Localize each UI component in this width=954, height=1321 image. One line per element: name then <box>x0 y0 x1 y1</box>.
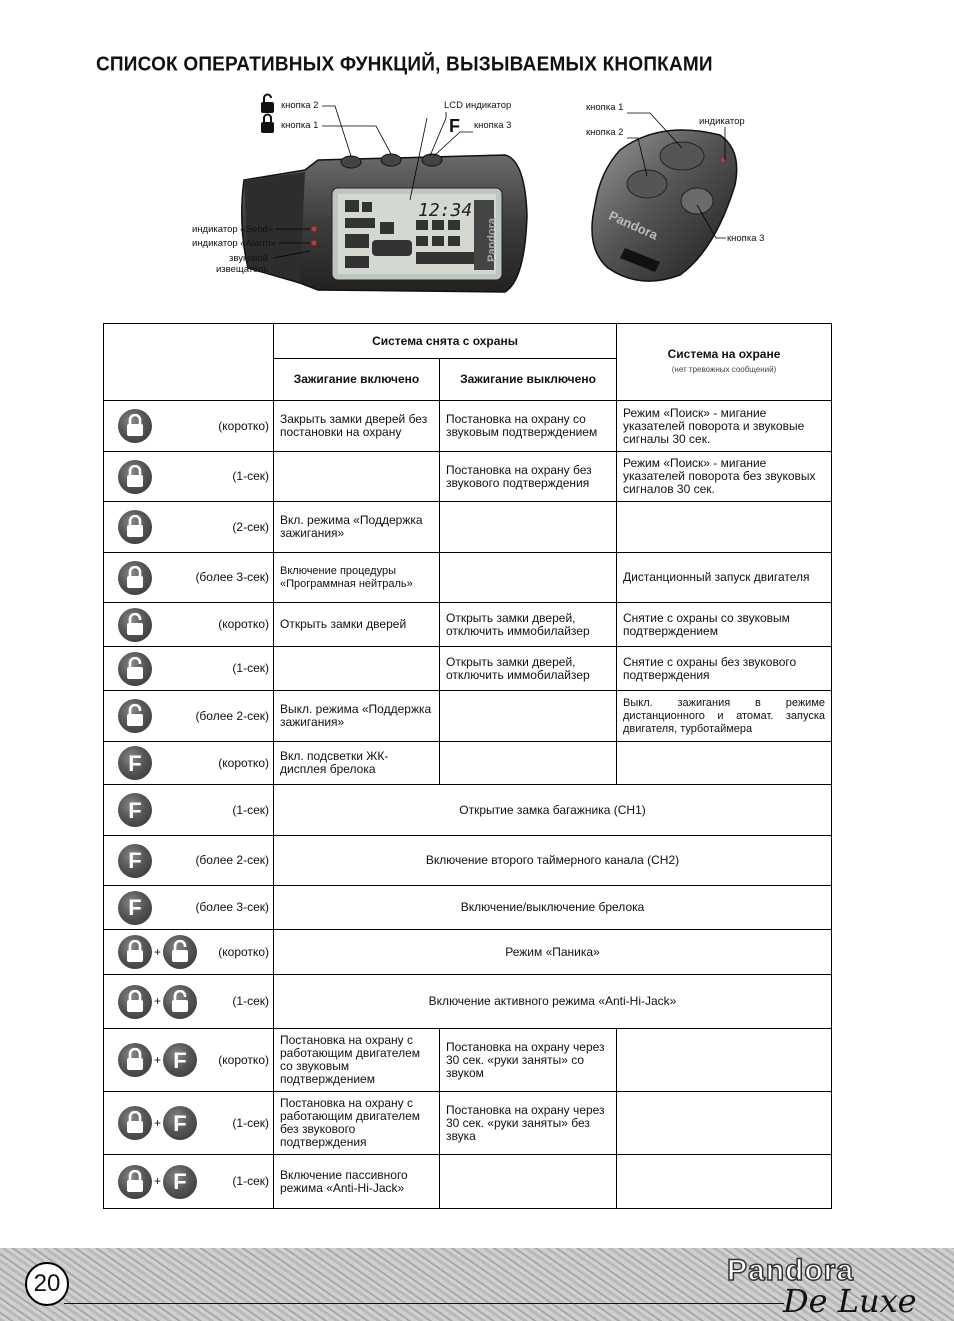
press-duration: (коротко) <box>218 418 269 433</box>
press-duration: (более 3-сек) <box>195 570 269 584</box>
button-combination-cell <box>104 691 274 742</box>
label-lcd: LCD индикатор <box>444 100 512 111</box>
button-combination-cell <box>104 603 274 647</box>
button-combination-cell <box>104 401 274 452</box>
button-combination-cell <box>104 1092 274 1155</box>
label-alarm-indicator: индикатор «Alarm» <box>192 238 276 249</box>
header-empty <box>104 324 274 401</box>
table-row <box>104 553 832 603</box>
function-ignition-off: Постановка на охрану без звукового подтверждения <box>440 452 617 502</box>
button-combination-cell <box>104 836 274 886</box>
button-combination-cell <box>104 502 274 553</box>
function-ignition-off <box>440 553 617 603</box>
function-armed: Выкл. зажигания в режиме дистанционного и атомат. запуска двигателя, турботаймера <box>617 691 832 742</box>
lock-open-icon <box>118 608 152 642</box>
function-armed <box>617 742 832 785</box>
function-ignition-off: Постановка на охрану через 30 сек. «руки заняты» со звуком <box>440 1029 617 1092</box>
table-row <box>104 603 832 647</box>
function-ignition-on: Постановка на охрану с работающим двигателем со звуковым подтверждением <box>274 1029 440 1092</box>
press-duration: (1-сек) <box>232 1174 269 1188</box>
button-combination-cell <box>104 930 274 975</box>
legend-lock-closed-icon <box>261 115 274 134</box>
function-armed: Дистанционный запуск двигателя <box>617 553 832 603</box>
press-duration: (коротко) <box>218 944 269 959</box>
legend-lock-open-icon <box>261 95 274 113</box>
table-row <box>104 452 832 502</box>
lock-closed-icon <box>118 935 152 969</box>
table-row <box>104 975 832 1029</box>
button-combination-cell <box>104 647 274 691</box>
function-ignition-off: Постановка на охрану через 30 сек. «руки заняты» без звука <box>440 1092 617 1155</box>
press-duration: (более 2-сек) <box>195 853 269 867</box>
label-buzzer-1: звуковой <box>229 253 269 264</box>
brand-logo: Pandora <box>727 1254 855 1287</box>
press-duration: (1-сек) <box>232 469 269 483</box>
f-button-icon: F <box>163 1043 197 1077</box>
label-fob-indicator: индикатор <box>699 116 745 127</box>
function-ignition-off: Открыть замки дверей, отключить иммобилайзер <box>440 603 617 647</box>
button-combination-cell <box>104 1155 274 1209</box>
function-ignition-on: Вкл. подсветки ЖК-дисплея брелока <box>274 742 440 785</box>
main-remote <box>242 154 527 292</box>
table-row <box>104 1092 832 1155</box>
brand-logo-subtitle: De Luxe <box>783 1282 917 1320</box>
f-button-icon: F <box>163 1106 197 1140</box>
table-row <box>104 785 832 836</box>
header-disarmed: Система снята с охраны <box>274 324 617 359</box>
function-all-modes: Открытие замка багажника (CH1) <box>274 785 832 836</box>
table-row <box>104 1155 832 1209</box>
function-ignition-on: Включение процедуры «Программная нейтраль» <box>274 553 440 603</box>
table-row <box>104 502 832 553</box>
label-buzzer-2: извещатель <box>216 264 269 275</box>
footer-rule <box>64 1303 784 1304</box>
press-duration: (1-сек) <box>232 661 269 675</box>
press-duration: (1-сек) <box>232 802 269 817</box>
function-armed <box>617 1029 832 1092</box>
functions-table <box>103 323 832 1209</box>
function-armed: Режим «Поиск» - мигание указателей поворота без звуковых сигналов 30 сек. <box>617 452 832 502</box>
button-combination-cell <box>104 785 274 836</box>
function-ignition-off <box>440 1155 617 1209</box>
function-ignition-on: Вкл. режима «Поддержка зажигания» <box>274 502 440 553</box>
lock-closed-icon <box>118 510 152 544</box>
lcd-time: 12:34 <box>418 200 473 221</box>
function-ignition-on <box>274 647 440 691</box>
page-title: СПИСОК ОПЕРАТИВНЫХ ФУНКЦИЙ, ВЫЗЫВАЕМЫХ КНОПКАМИ <box>96 53 713 76</box>
press-duration: (коротко) <box>218 755 269 770</box>
lock-closed-icon <box>118 1165 152 1199</box>
label-button-3: кнопка 3 <box>474 120 512 131</box>
table-row <box>104 691 832 742</box>
f-button-icon: F <box>118 844 152 878</box>
press-duration: (1-сек) <box>232 994 269 1008</box>
table-row <box>104 742 832 785</box>
lock-closed-icon <box>118 1043 152 1077</box>
f-button-icon: F <box>163 1165 197 1199</box>
lock-open-icon <box>163 985 197 1019</box>
header-ignition-on: Зажигание включено <box>274 359 440 401</box>
function-ignition-off <box>440 691 617 742</box>
function-ignition-on <box>274 452 440 502</box>
function-all-modes: Включение активного режима «Anti-Hi-Jack» <box>274 975 832 1029</box>
table-row <box>104 886 832 930</box>
function-ignition-off: Открыть замки дверей, отключить иммобилайзер <box>440 647 617 691</box>
function-ignition-off <box>440 742 617 785</box>
f-button-icon: F <box>118 793 152 827</box>
lock-open-icon <box>118 652 152 686</box>
function-ignition-off <box>440 502 617 553</box>
lock-closed-icon <box>118 460 152 494</box>
button-combination-cell <box>104 975 274 1029</box>
label-button-2: кнопка 2 <box>281 100 319 111</box>
press-duration: (2-сек) <box>232 519 269 534</box>
f-button-icon: F <box>118 746 152 780</box>
function-armed <box>617 502 832 553</box>
button-combination-cell <box>104 742 274 785</box>
plus-sign: + <box>154 994 162 1008</box>
header-armed <box>617 324 832 401</box>
function-armed <box>617 1155 832 1209</box>
table-row <box>104 401 832 452</box>
label-fob-button-3: кнопка 3 <box>727 233 765 244</box>
f-button-icon: F <box>118 891 152 925</box>
label-fob-button-2: кнопка 2 <box>586 127 624 138</box>
header-armed-title: Система на охране <box>667 347 781 361</box>
lock-closed-icon <box>118 985 152 1019</box>
remote-brand-text: Pandora <box>606 207 661 243</box>
table-row <box>104 647 832 691</box>
function-ignition-on: Постановка на охрану с работающим двигателем без звукового подтверждения <box>274 1092 440 1155</box>
function-armed: Режим «Поиск» - мигание указателей поворота и звуковые сигналы 30 сек. <box>617 401 832 452</box>
remote-brand-text: Pandora <box>486 217 498 262</box>
lock-open-icon <box>163 935 197 969</box>
legend-f-letter: F <box>449 116 460 136</box>
function-ignition-off: Постановка на охрану со звуковым подтверждением <box>440 401 617 452</box>
table-row <box>104 836 832 886</box>
button-combination-cell <box>104 886 274 930</box>
function-ignition-on: Включение пассивного режима «Anti-Hi-Jack» <box>274 1155 440 1209</box>
lock-closed-icon <box>118 561 152 595</box>
button-combination-cell <box>104 1029 274 1092</box>
button-combination-cell <box>104 553 274 603</box>
button-combination-cell <box>104 452 274 502</box>
function-all-modes: Включение/выключение брелока <box>274 886 832 930</box>
header-armed-subtitle: (нет тревожных сообщений) <box>671 365 777 374</box>
label-fob-button-1: кнопка 1 <box>586 102 624 113</box>
press-duration: (1-сек) <box>232 1115 269 1130</box>
table-row <box>104 1029 832 1092</box>
label-button-1: кнопка 1 <box>281 120 319 131</box>
header-ignition-off: Зажигание выключено <box>440 359 617 401</box>
lock-closed-icon <box>118 1106 152 1140</box>
plus-sign: + <box>154 1115 162 1130</box>
function-all-modes: Включение второго таймерного канала (CH2) <box>274 836 832 886</box>
press-duration: (коротко) <box>218 617 269 631</box>
press-duration: (более 3-сек) <box>195 900 269 914</box>
function-ignition-on: Закрыть замки дверей без постановки на охрану <box>274 401 440 452</box>
remotes-illustration <box>0 0 954 310</box>
label-send-indicator: индикатор «Send» <box>192 224 274 235</box>
press-duration: (более 2-сек) <box>195 708 269 723</box>
small-remote <box>592 130 737 281</box>
plus-sign: + <box>154 944 162 959</box>
page-number: 20 <box>25 1262 69 1306</box>
press-duration: (коротко) <box>218 1052 269 1067</box>
plus-sign: + <box>154 1174 162 1188</box>
function-ignition-on: Открыть замки дверей <box>274 603 440 647</box>
function-ignition-on: Выкл. режима «Поддержка зажигания» <box>274 691 440 742</box>
plus-sign: + <box>154 1052 162 1067</box>
function-armed: Снятие с охраны со звуковым подтверждением <box>617 603 832 647</box>
function-armed: Снятие с охраны без звукового подтверждения <box>617 647 832 691</box>
function-all-modes: Режим «Паника» <box>274 930 832 975</box>
lock-open-icon <box>118 699 152 733</box>
table-row <box>104 930 832 975</box>
function-armed <box>617 1092 832 1155</box>
lock-closed-icon <box>118 409 152 443</box>
